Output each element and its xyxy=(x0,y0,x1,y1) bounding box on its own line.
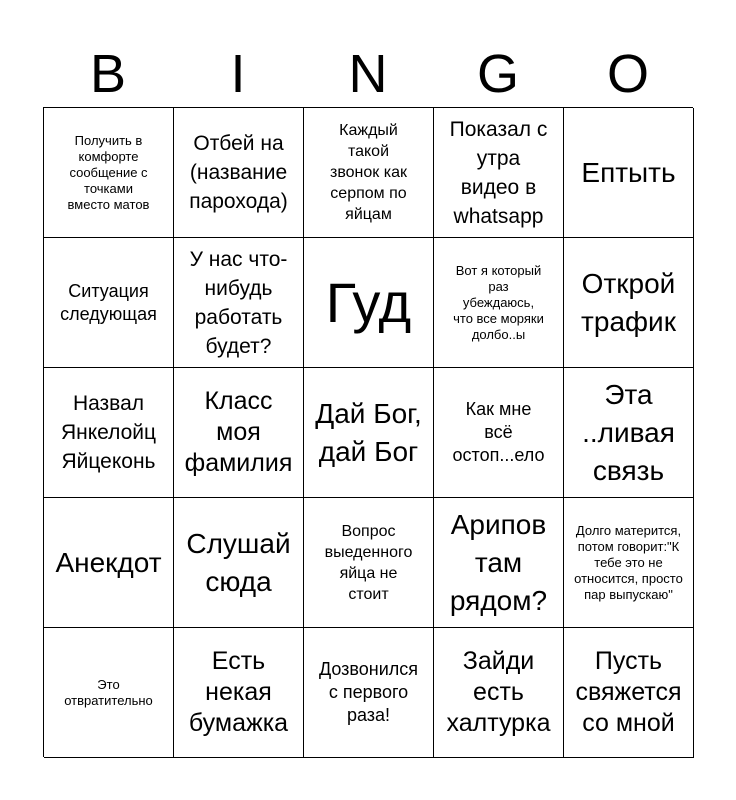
cell-text: Класс моя фамилия xyxy=(184,387,293,477)
cell-text: Как мне всё остоп...ело xyxy=(452,399,545,465)
cell-text: Это отвратительно xyxy=(64,676,153,708)
cell-text: Долго матерится, потом говорит:"К тебе это не относится, просто пар выпускаю" xyxy=(574,522,683,602)
cell-text: Вот я который раз убеждаюсь, что все моряки долбо..ы xyxy=(453,262,544,342)
cell-text: Дозвонился с первого раза! xyxy=(318,659,419,725)
cell-text: Отбей на (название парохода) xyxy=(189,132,288,213)
bingo-cell-r1c5[interactable] xyxy=(564,108,694,238)
bingo-cell-r5c1[interactable] xyxy=(44,628,174,758)
bingo-cell-r5c3[interactable] xyxy=(304,628,434,758)
header-letter-n: N xyxy=(348,44,388,104)
bingo-cell-r3c5[interactable] xyxy=(564,368,694,498)
cell-text: Гуд xyxy=(325,270,412,334)
bingo-cell-r1c1[interactable] xyxy=(44,108,174,238)
bingo-cell-r3c4[interactable] xyxy=(434,368,564,498)
cell-text: Слушай сюда xyxy=(186,527,291,597)
bingo-cell-r1c4[interactable] xyxy=(434,108,564,238)
bingo-cell-r2c1[interactable] xyxy=(44,238,174,368)
bingo-cell-r3c1[interactable] xyxy=(44,368,174,498)
bingo-cell-r3c2[interactable] xyxy=(174,368,304,498)
cell-text: Зайди есть халтурка xyxy=(446,647,551,737)
bingo-cell-r5c5[interactable] xyxy=(564,628,694,758)
bingo-cell-r5c2[interactable] xyxy=(174,628,304,758)
bingo-cell-r4c4[interactable] xyxy=(434,498,564,628)
cell-text: Эта ..ливая связь xyxy=(582,378,675,486)
cell-text: Анекдот xyxy=(55,546,162,578)
bingo-cell-r4c2[interactable] xyxy=(174,498,304,628)
bingo-header xyxy=(43,40,693,108)
bingo-cell-r4c5[interactable] xyxy=(564,498,694,628)
header-letter-g: G xyxy=(476,44,519,104)
cell-text: Дай Бог, дай Бог xyxy=(315,397,422,467)
cell-text: Ситуация следующая xyxy=(60,280,157,324)
bingo-cell-free[interactable] xyxy=(304,238,434,368)
header-letter-o: O xyxy=(606,44,649,104)
cell-text: Арипов там рядом? xyxy=(449,508,548,616)
cell-text: Показал с утра видео в whatsapp xyxy=(449,117,548,228)
bingo-cell-r4c3[interactable] xyxy=(304,498,434,628)
header-letter-b: B xyxy=(89,44,127,104)
cell-text: Ептыть xyxy=(581,156,676,188)
cell-text: Каждый такой звонок как серпом по яйцам xyxy=(330,122,407,223)
cell-text: Вопрос выеденного яйца не стоит xyxy=(324,522,413,603)
bingo-cell-r2c2[interactable] xyxy=(174,238,304,368)
bingo-cell-r2c5[interactable] xyxy=(564,238,694,368)
bingo-board xyxy=(43,107,693,757)
bingo-cell-r1c2[interactable] xyxy=(174,108,304,238)
bingo-cell-r5c4[interactable] xyxy=(434,628,564,758)
bingo-cell-r2c4[interactable] xyxy=(434,238,564,368)
cell-text: Получить в комфорте сообщение с точками вместо матов xyxy=(67,132,150,212)
bingo-cell-r1c3[interactable] xyxy=(304,108,434,238)
header-letter-i: I xyxy=(230,44,246,104)
cell-text: У нас что- нибудь работать будет? xyxy=(189,247,288,358)
bingo-cell-r4c1[interactable] xyxy=(44,498,174,628)
cell-text: Есть некая бумажка xyxy=(188,647,289,737)
cell-text: Открой трафик xyxy=(581,267,676,337)
cell-text: Назвал Янкелойц Яйцеконь xyxy=(60,392,157,473)
cell-text: Пусть свяжется со мной xyxy=(575,647,682,737)
bingo-cell-r3c3[interactable] xyxy=(304,368,434,498)
